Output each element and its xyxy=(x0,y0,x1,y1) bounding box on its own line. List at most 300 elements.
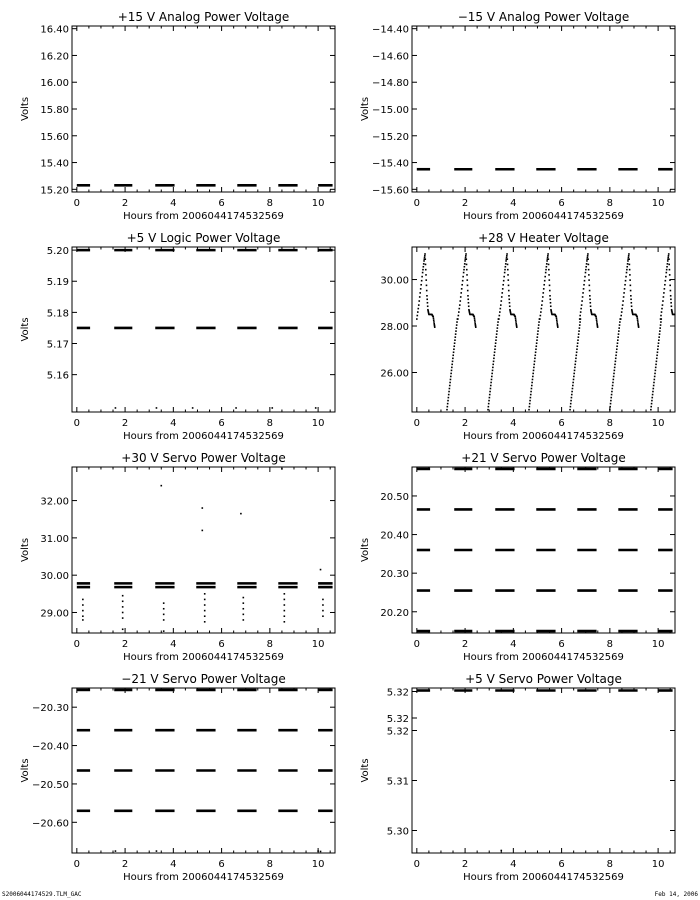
data-point xyxy=(530,394,532,396)
data-point xyxy=(503,280,505,282)
data-point xyxy=(432,316,434,318)
y-tick-label: 5.16 xyxy=(46,370,69,382)
data-point xyxy=(668,255,670,257)
data-point xyxy=(317,850,319,852)
data-point xyxy=(533,364,535,366)
data-point xyxy=(417,315,419,317)
data-point xyxy=(538,321,540,323)
data-point xyxy=(447,400,449,402)
data-point xyxy=(122,617,124,619)
chart-panel-4 xyxy=(380,231,675,442)
data-point xyxy=(534,358,536,360)
data-point xyxy=(424,257,426,259)
data-point xyxy=(467,290,469,292)
y-tick-label: 5.32 xyxy=(386,714,409,725)
data-point xyxy=(629,274,631,276)
chart-title: +15 V Analog Power Voltage xyxy=(117,10,290,24)
data-point xyxy=(508,285,510,287)
data-point xyxy=(572,385,574,387)
data-point xyxy=(574,370,576,372)
data-point xyxy=(628,255,630,257)
data-point xyxy=(501,292,503,294)
data-point xyxy=(587,257,589,259)
data-point xyxy=(537,333,539,335)
data-point xyxy=(625,276,627,278)
data-point xyxy=(670,302,672,304)
data-point xyxy=(576,348,578,350)
data-point xyxy=(546,263,548,265)
data-point xyxy=(548,279,550,281)
data-point xyxy=(636,316,638,318)
data-point xyxy=(543,288,545,290)
data-point xyxy=(569,409,571,411)
data-point xyxy=(424,258,426,260)
data-point xyxy=(585,272,587,274)
data-point xyxy=(507,264,509,266)
data-point xyxy=(589,298,591,300)
y-tick-label: −20.50 xyxy=(31,779,69,791)
data-point xyxy=(629,269,631,271)
x-tick-label: 8 xyxy=(266,418,274,429)
data-point xyxy=(467,298,469,300)
data-point xyxy=(450,373,452,375)
data-point xyxy=(579,327,581,329)
data-point xyxy=(509,305,511,307)
data-point xyxy=(597,326,599,328)
x-tick-label: 0 xyxy=(73,418,81,429)
data-point xyxy=(426,290,428,292)
data-point xyxy=(624,284,626,286)
data-point xyxy=(659,333,661,335)
data-point xyxy=(421,280,423,282)
data-point xyxy=(578,330,580,332)
data-point xyxy=(535,351,537,353)
data-point xyxy=(514,316,516,318)
data-point xyxy=(449,385,451,387)
data-point xyxy=(122,628,124,630)
data-point xyxy=(618,333,620,335)
data-point xyxy=(422,272,424,274)
data-point xyxy=(508,298,510,300)
data-point xyxy=(548,274,550,276)
data-point xyxy=(638,326,640,328)
data-point xyxy=(656,358,658,360)
data-point xyxy=(508,295,510,297)
data-point xyxy=(616,351,618,353)
data-point xyxy=(666,266,668,268)
data-point xyxy=(468,305,470,307)
y-tick-label: −15.40 xyxy=(371,158,409,170)
data-point xyxy=(626,266,628,268)
data-point xyxy=(630,298,632,300)
data-point xyxy=(570,400,572,402)
data-point xyxy=(122,612,124,614)
data-point xyxy=(621,311,623,313)
data-point xyxy=(616,348,618,350)
x-axis-label: Hours from 2006044174532569 xyxy=(123,872,284,883)
data-point xyxy=(465,257,467,259)
data-point xyxy=(573,379,575,381)
data-point xyxy=(665,276,667,278)
x-tick-label: 6 xyxy=(218,198,225,209)
data-point xyxy=(460,292,462,294)
data-point xyxy=(628,258,630,260)
plot-frame xyxy=(412,247,675,412)
y-tick-label: −15.00 xyxy=(371,105,409,116)
data-point xyxy=(570,406,572,408)
data-point xyxy=(491,379,493,381)
data-point xyxy=(618,327,620,329)
x-axis-label: Hours from 2006044174532569 xyxy=(123,431,284,442)
x-axis-label: Hours from 2006044174532569 xyxy=(123,652,284,663)
data-point xyxy=(547,253,549,255)
data-point xyxy=(502,288,504,290)
data-point xyxy=(611,388,613,390)
data-point xyxy=(500,850,502,852)
data-point xyxy=(548,258,550,260)
data-point xyxy=(489,391,491,393)
data-point xyxy=(587,255,589,257)
data-point xyxy=(496,336,498,338)
y-tick-label: 15.40 xyxy=(40,158,69,170)
data-point xyxy=(610,400,612,402)
data-point xyxy=(637,321,639,323)
data-point xyxy=(534,361,536,363)
data-point xyxy=(474,318,476,320)
data-point xyxy=(243,602,245,604)
data-point xyxy=(538,327,540,329)
data-point xyxy=(451,367,453,369)
data-point xyxy=(201,530,203,532)
data-point xyxy=(609,406,611,408)
data-point xyxy=(449,388,451,390)
x-tick-label: 0 xyxy=(73,859,81,870)
data-point xyxy=(669,285,671,287)
data-point xyxy=(464,266,466,268)
data-point xyxy=(576,351,578,353)
data-point xyxy=(610,403,612,405)
data-point xyxy=(453,345,455,347)
data-point xyxy=(467,295,469,297)
plot-frame xyxy=(412,26,675,192)
data-point xyxy=(320,851,322,853)
data-point xyxy=(423,263,425,265)
data-point xyxy=(617,342,619,344)
y-tick-label: 5.20 xyxy=(46,246,69,258)
data-point xyxy=(506,255,508,257)
data-point xyxy=(651,403,653,405)
data-point xyxy=(549,298,551,300)
data-point xyxy=(539,318,541,320)
data-point xyxy=(425,264,427,266)
data-point xyxy=(571,397,573,399)
data-point xyxy=(417,311,419,313)
data-point xyxy=(204,615,206,617)
data-point xyxy=(421,276,423,278)
data-point xyxy=(455,330,457,332)
data-point xyxy=(655,370,657,372)
x-tick-label: 4 xyxy=(170,859,177,870)
data-point xyxy=(653,385,655,387)
y-tick-label: 29.00 xyxy=(40,608,69,620)
data-point xyxy=(660,315,662,317)
data-point xyxy=(658,336,660,338)
data-point xyxy=(573,373,575,375)
data-point xyxy=(652,391,654,393)
data-point xyxy=(654,373,656,375)
data-point xyxy=(419,296,421,298)
data-point xyxy=(506,253,508,255)
data-point xyxy=(506,257,508,259)
data-point xyxy=(620,318,622,320)
y-tick-label: 5.19 xyxy=(46,277,69,289)
data-point xyxy=(505,263,507,265)
data-point xyxy=(670,290,672,292)
data-point xyxy=(629,264,631,266)
data-point xyxy=(425,274,427,276)
x-tick-label: 4 xyxy=(170,418,177,429)
data-point xyxy=(450,379,452,381)
plot-frame xyxy=(72,247,335,412)
data-point xyxy=(652,394,654,396)
data-point xyxy=(515,318,517,320)
data-point xyxy=(160,485,162,487)
data-point xyxy=(163,630,165,632)
data-point xyxy=(613,373,615,375)
data-point xyxy=(500,308,502,310)
data-point xyxy=(423,260,425,262)
data-point xyxy=(243,597,245,599)
data-point xyxy=(322,604,324,606)
chart-title: +28 V Heater Voltage xyxy=(478,231,609,245)
data-point xyxy=(82,599,84,601)
data-point xyxy=(418,304,420,306)
data-point xyxy=(537,330,539,332)
data-point xyxy=(122,606,124,608)
data-point xyxy=(664,284,666,286)
data-point xyxy=(507,274,509,276)
data-point xyxy=(532,376,534,378)
y-tick-label: 15.20 xyxy=(40,185,69,197)
data-point xyxy=(653,382,655,384)
data-point xyxy=(446,409,448,411)
data-point xyxy=(574,364,576,366)
data-point xyxy=(556,321,558,323)
data-point xyxy=(467,285,469,287)
data-point xyxy=(572,382,574,384)
chart-title: +5 V Logic Power Voltage xyxy=(126,231,281,245)
data-point xyxy=(492,370,494,372)
data-point xyxy=(623,296,625,298)
data-point xyxy=(425,269,427,271)
y-axis-label: Volts xyxy=(20,758,31,783)
data-point xyxy=(201,507,203,509)
data-point xyxy=(661,308,663,310)
chart-title: −21 V Servo Power Voltage xyxy=(121,672,286,686)
data-point xyxy=(461,288,463,290)
data-point xyxy=(507,279,509,281)
data-point xyxy=(454,339,456,341)
data-point xyxy=(669,269,671,271)
data-point xyxy=(322,615,324,617)
data-point xyxy=(582,292,584,294)
y-tick-label: 20.20 xyxy=(380,607,409,619)
x-tick-label: 0 xyxy=(73,639,81,650)
data-point xyxy=(500,300,502,302)
x-tick-label: 2 xyxy=(461,198,469,209)
y-tick-label: 5.30 xyxy=(386,826,409,838)
data-point xyxy=(425,279,427,281)
data-point xyxy=(495,342,497,344)
data-point xyxy=(584,280,586,282)
data-point xyxy=(668,258,670,260)
footer-date-label: Feb 14, 2006 xyxy=(654,891,698,898)
data-point xyxy=(589,295,591,297)
data-point xyxy=(587,253,589,255)
data-point xyxy=(660,324,662,326)
data-point xyxy=(622,304,624,306)
y-tick-label: 5.18 xyxy=(46,308,69,320)
data-point xyxy=(427,305,429,307)
data-point xyxy=(463,269,465,271)
y-tick-label: −14.40 xyxy=(371,24,409,36)
data-point xyxy=(581,300,583,302)
data-point xyxy=(462,280,464,282)
data-point xyxy=(625,280,627,282)
data-point xyxy=(460,296,462,298)
data-point xyxy=(621,308,623,310)
data-point xyxy=(535,348,537,350)
y-axis-label: Volts xyxy=(20,537,31,563)
data-point xyxy=(577,339,579,341)
data-point xyxy=(461,284,463,286)
footer-file-label: S2006044174529.TLM_GAC xyxy=(2,891,82,898)
data-point xyxy=(449,382,451,384)
data-point xyxy=(529,400,531,402)
data-point xyxy=(573,376,575,378)
y-tick-label: 16.20 xyxy=(40,51,69,63)
data-point xyxy=(657,351,659,353)
x-tick-label: 2 xyxy=(121,198,129,209)
data-point xyxy=(433,319,435,321)
data-point xyxy=(542,292,544,294)
data-point xyxy=(456,324,458,326)
data-point xyxy=(529,406,531,408)
data-point xyxy=(447,406,449,408)
y-tick-label: 32.00 xyxy=(40,496,69,508)
data-point xyxy=(466,269,468,271)
data-point xyxy=(455,333,457,335)
y-axis-label: Volts xyxy=(360,537,371,563)
chart-title: +21 V Servo Power Voltage xyxy=(461,451,626,465)
x-tick-label: 2 xyxy=(461,859,469,870)
data-point xyxy=(669,274,671,276)
y-tick-label: −20.60 xyxy=(31,818,69,830)
data-point xyxy=(668,253,670,255)
data-point xyxy=(453,351,455,353)
data-point xyxy=(614,370,616,372)
data-point xyxy=(657,348,659,350)
data-point xyxy=(674,314,676,316)
data-point xyxy=(660,321,662,323)
data-point xyxy=(456,321,458,323)
data-point xyxy=(284,604,286,606)
data-point xyxy=(163,619,165,621)
y-tick-label: 5.31 xyxy=(386,776,409,788)
data-point xyxy=(626,272,628,274)
x-tick-label: 0 xyxy=(413,639,421,650)
data-point xyxy=(670,295,672,297)
x-tick-label: 4 xyxy=(170,639,177,650)
data-point xyxy=(243,614,245,616)
data-point xyxy=(516,326,518,328)
y-tick-label: 15.60 xyxy=(40,131,69,143)
data-point xyxy=(611,391,613,393)
data-point xyxy=(204,593,206,595)
x-tick-label: 2 xyxy=(461,639,469,650)
data-point xyxy=(655,367,657,369)
data-point xyxy=(589,285,591,287)
data-point xyxy=(284,593,286,595)
data-point xyxy=(532,379,534,381)
data-point xyxy=(651,400,653,402)
data-point xyxy=(579,315,581,317)
data-point xyxy=(570,403,572,405)
data-point xyxy=(548,264,550,266)
data-point xyxy=(666,269,668,271)
data-point xyxy=(474,321,476,323)
data-point xyxy=(579,324,581,326)
data-point xyxy=(320,569,322,571)
data-point xyxy=(663,296,665,298)
data-point xyxy=(613,379,615,381)
data-point xyxy=(508,290,510,292)
data-point xyxy=(572,388,574,390)
data-point xyxy=(82,604,84,606)
data-point xyxy=(204,599,206,601)
data-point xyxy=(447,403,449,405)
data-point xyxy=(556,319,558,321)
data-point xyxy=(422,269,424,271)
data-point xyxy=(611,394,613,396)
data-point xyxy=(464,263,466,265)
data-point xyxy=(654,376,656,378)
data-point xyxy=(588,274,590,276)
data-point xyxy=(489,394,491,396)
data-point xyxy=(240,513,242,515)
y-tick-label: −15.20 xyxy=(371,131,409,143)
data-point xyxy=(464,260,466,262)
data-point xyxy=(662,304,664,306)
data-point xyxy=(571,391,573,393)
data-point xyxy=(659,330,661,332)
data-point xyxy=(498,318,500,320)
data-point xyxy=(610,397,612,399)
data-point xyxy=(156,407,158,409)
data-point xyxy=(550,305,552,307)
x-tick-label: 0 xyxy=(413,859,421,870)
data-point xyxy=(503,276,505,278)
data-point xyxy=(284,615,286,617)
data-point xyxy=(500,304,502,306)
x-tick-label: 10 xyxy=(311,859,325,870)
data-point xyxy=(629,279,631,281)
x-tick-label: 4 xyxy=(510,639,517,650)
x-tick-label: 10 xyxy=(311,198,325,209)
data-point xyxy=(667,257,669,259)
x-tick-label: 0 xyxy=(413,418,421,429)
data-point xyxy=(544,276,546,278)
